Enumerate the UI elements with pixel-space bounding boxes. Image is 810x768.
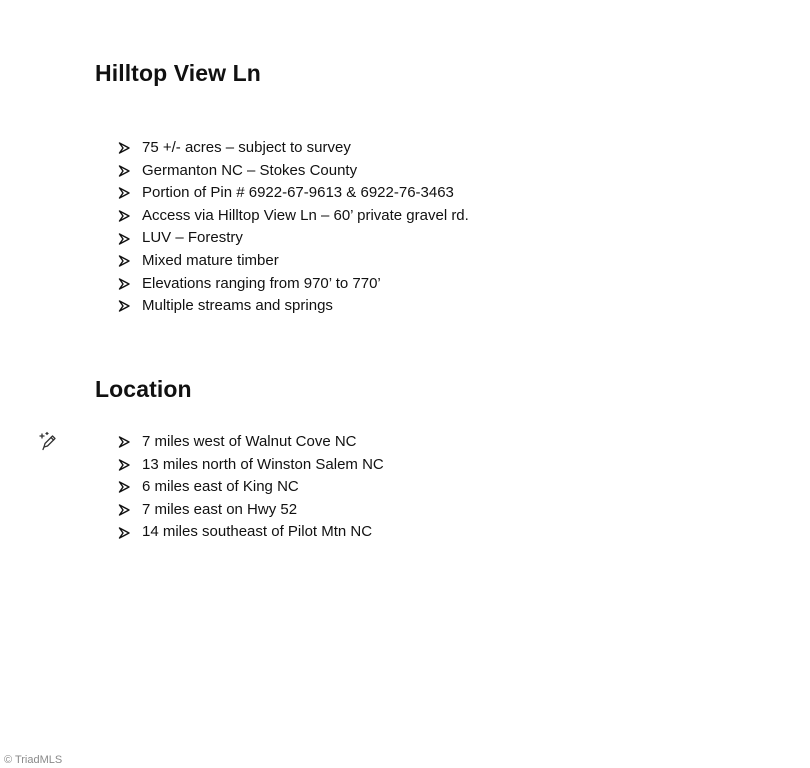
list-item	[118, 182, 469, 205]
list-item-text: 6 miles east of King NC	[142, 478, 299, 496]
list-item	[118, 521, 384, 544]
watermark-text: © TriadMLS	[4, 754, 63, 766]
list-item-text: LUV – Forestry	[142, 229, 243, 247]
arrowhead-bullet-icon	[118, 436, 142, 448]
list-item	[118, 476, 384, 499]
arrowhead-bullet-icon	[118, 300, 142, 312]
arrowhead-bullet-icon	[118, 278, 142, 290]
arrowhead-bullet-icon	[118, 459, 142, 471]
list-item	[118, 205, 469, 228]
list-item-text: Mixed mature timber	[142, 251, 279, 269]
arrowhead-bullet-icon	[118, 255, 142, 267]
sparkle-pen-icon[interactable]	[38, 431, 58, 451]
list-item	[118, 227, 469, 250]
list-item-text: Germanton NC – Stokes County	[142, 161, 358, 179]
arrowhead-bullet-icon	[118, 187, 142, 199]
list-item-text: 13 miles north of Winston Salem NC	[142, 455, 384, 473]
list-item-text: 75 +/- acres – subject to survey	[142, 139, 351, 156]
property-details-list	[118, 137, 469, 318]
list-item	[118, 454, 384, 477]
arrowhead-bullet-icon	[118, 165, 142, 177]
list-item-text: 14 miles southeast of Pilot Mtn NC	[142, 523, 373, 541]
location-details-list	[118, 431, 384, 544]
list-item	[118, 499, 384, 522]
arrowhead-bullet-icon	[118, 142, 142, 154]
arrowhead-bullet-icon	[118, 233, 142, 245]
list-item	[118, 137, 469, 160]
list-item-text: Access via Hilltop View Ln – 60’ private gravel rd.	[142, 206, 469, 224]
list-item	[118, 160, 469, 183]
list-item-text: Portion of Pin # 6922-67-9613 & 6922-76-3463	[142, 184, 454, 202]
list-item	[118, 273, 469, 296]
arrowhead-bullet-icon	[118, 527, 142, 539]
arrowhead-bullet-icon	[118, 504, 142, 516]
section-title-property: Hilltop View Ln	[95, 60, 261, 86]
arrowhead-bullet-icon	[118, 210, 142, 222]
list-item	[118, 431, 384, 454]
list-item-text: 7 miles west of Walnut Cove NC	[142, 433, 357, 450]
list-item	[118, 250, 469, 273]
list-item-text: Multiple streams and springs	[142, 297, 333, 315]
section-title-location: Location	[95, 376, 192, 402]
list-item-text: Elevations ranging from 970’ to 770’	[142, 274, 381, 292]
list-item-text: 7 miles east on Hwy 52	[142, 500, 298, 518]
list-item	[118, 295, 469, 318]
arrowhead-bullet-icon	[118, 481, 142, 493]
